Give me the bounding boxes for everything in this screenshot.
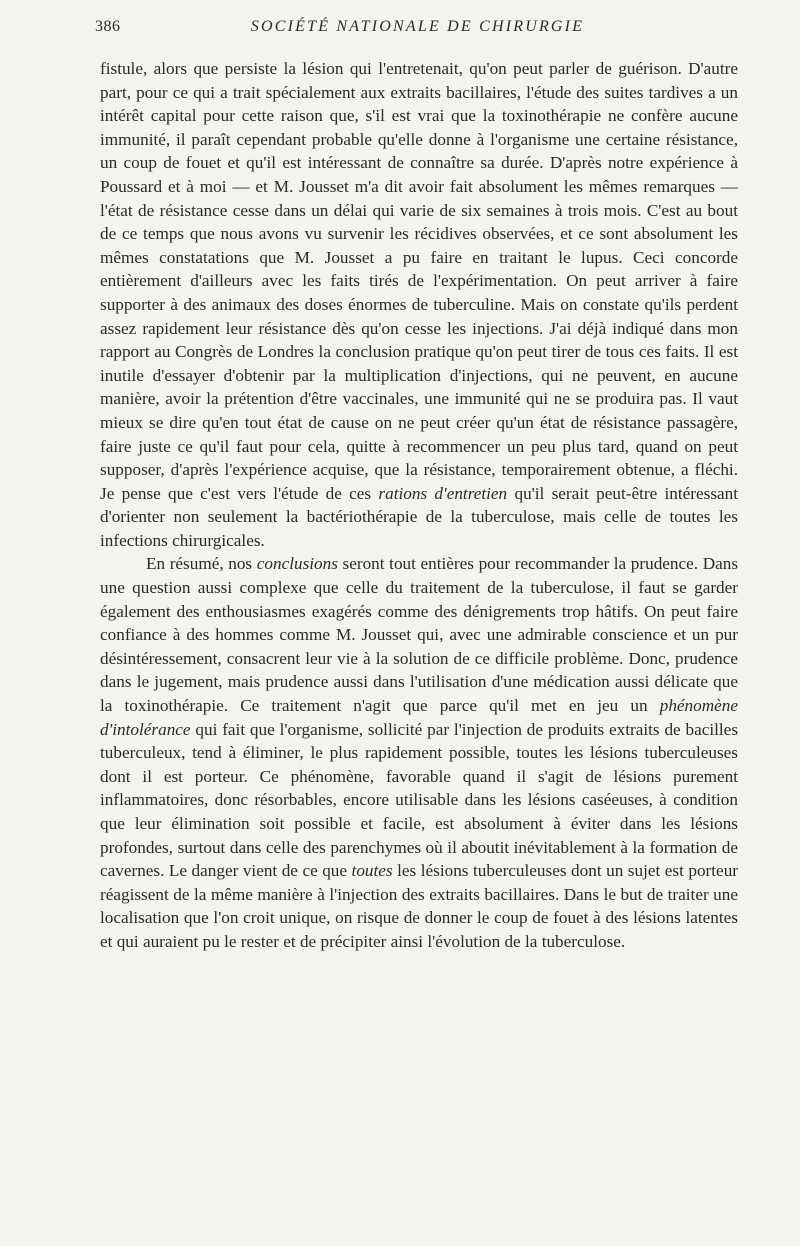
paragraph-1-text-1: fistule, alors que persiste la lésion qui l'entretenait, qu'on peut parler de guérison. D'autre part, pour ce qui a trait spécialement aux extraits bacillaires, l'étude des suites tardives a un intérêt capital pour cette raison que, s'il est vrai que la toxinothérapie ne confère aucune immunité, il paraît cependant probable qu'elle donne à l'organisme une certaine résistance, un coup de fouet et qu'il est intéressant de connaître sa durée. D'après notre expérience à Poussard et à moi — et M. Jousset m'a dit avoir fait absolument les mêmes remarques — l'état de résistance cesse dans un délai qui varie de six semaines à trois mois. C'est au bout de ce temps que nous avons vu survenir les récidives observées, et ce sont absolument les mêmes constatations que M. Jousset a pu faire en traitant le lupus. Ceci concorde entièrement d'ailleurs avec les faits tirés de l'expérimentation. On peut arriver à faire supporter à des animaux des doses énormes de tuberculine. Mais on constate qu'ils perdent assez rapidement leur résistance dès qu'on cesse les injections. J'ai déjà indiqué dans mon rapport au Congrès de Londres la conclusion pratique qu'on peut tirer de tous ces faits. Il est inutile d'essayer d'obtenir par la multiplication d'injections, qui ne peuvent, en aucune manière, avoir la prétention d'être vaccinales, une immunité qui ne se produira pas. Il vaut mieux se dire qu'en tout état de cause on ne peut créer qu'un état de résistance passagère, faire juste ce qu'il faut pour cela, quitte à recommencer un peu plus tard, quand on peut supposer, d'après l'expérience acquise, que la résistance, temporairement obtenue, a fléchi. Je pense que c'est vers l'étude de ces [100,59,738,503]
paragraph-2 [100,552,738,953]
paragraph-2-text-3: qui fait que l'organisme, sollicité par l'injection de produits extraits de bacilles tuberculeux, tend à éliminer, le plus rapidement possible, toutes les lésions tuberculeuses dont il est porteur. Ce phénomène, favorable quand il s'agit de lésions purement inflammatoires, donc résorbables, encore utilisable dans les lésions caséeuses, à condition que leur élimination soit possible et facile, est absolument à éviter dans les lésions profondes, surtout dans celle des parenchymes où il aboutit inévitablement à la formation de cavernes. Le danger vient de ce que [100,719,739,881]
paragraph-1-italic-1: rations d'entretien [378,483,508,503]
running-title: SOCIÉTÉ NATIONALE DE CHIRURGIE [250,18,585,35]
paragraph-1 [100,57,738,552]
page-number: 386 [95,18,121,35]
paragraph-2-text-4: les lésions tuberculeuses dont un sujet est porteur réagissent de la même manière à l'injection des extraits bacillaires. Dans le but de traiter une localisation que l'on croit unique, on risque de donner le coup de fouet à des lésions latentes et qui auraient pu le rester et de précipiter ainsi l'évolution de la tuberculose. [100,861,739,951]
page-header [95,18,740,44]
paragraph-2-italic-1: conclusions [256,554,338,574]
paragraph-1-text-2: qu'il serait peut-être intéressant d'orienter non seulement la bactériothérapie de la tuberculose, mais celle de toutes les infections chirurgicales. [100,483,739,550]
paragraph-2-text-1: En résumé, nos [146,554,253,574]
paragraph-2-italic-3: toutes [351,861,393,881]
body-text [100,57,738,954]
paragraph-2-italic-2: phénomène d'intolérance [100,696,738,739]
paragraph-2-text-2: seront tout entières pour recommander la prudence. Dans une question aussi complexe que celle du traitement de la tuberculose, il faut se garder également des enthousiasmes exagérés comme des dénigrements trop hâtifs. On peut faire confiance à des hommes comme M. Jousset qui, avec une admirable conscience et un pur désintéressement, consacrent leur vie à la solution de ce difficile problème. Donc, prudence dans le jugement, mais prudence aussi dans l'utilisation d'une médication aussi délicate que la toxinothérapie. Ce traitement n'agit que parce qu'il met en jeu un [100,554,739,716]
